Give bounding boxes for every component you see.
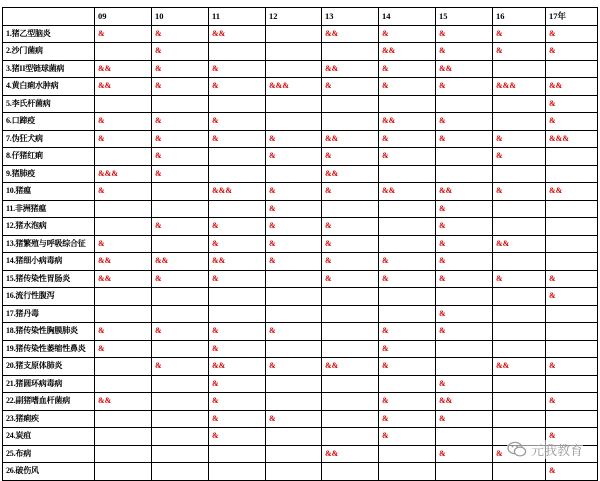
incidence-mark-cell: & [209,428,266,446]
incidence-mark-cell: && [379,183,436,201]
incidence-mark-cell: && [546,183,598,201]
incidence-mark-cell [322,375,379,393]
disease-name-cell: 14.猪细小病毒病 [3,253,95,271]
incidence-mark-cell: & [152,323,209,341]
incidence-mark-cell: && [95,393,152,411]
incidence-mark-cell [209,148,266,166]
incidence-mark-cell: & [493,148,546,166]
incidence-mark-cell: && [436,183,493,201]
incidence-mark-cell [95,463,152,481]
incidence-mark-cell [493,305,546,323]
table-row [3,323,598,341]
incidence-mark-cell: & [436,78,493,96]
incidence-mark-cell [322,410,379,428]
incidence-mark-cell: & [95,25,152,43]
incidence-mark-cell: & [322,78,379,96]
incidence-mark-cell [266,60,322,78]
disease-name-cell: 13.猪繁殖与呼吸综合征 [3,235,95,253]
year-header-cell: 11 [209,8,266,26]
incidence-mark-cell [209,95,266,113]
incidence-mark-cell [152,410,209,428]
incidence-mark-cell [152,463,209,481]
incidence-mark-cell [322,323,379,341]
incidence-mark-cell: & [436,445,493,463]
incidence-mark-cell [379,305,436,323]
disease-name-cell: 2.沙门菌病 [3,43,95,61]
incidence-mark-cell [436,340,493,358]
disease-name-cell: 7.伪狂犬病 [3,130,95,148]
incidence-mark-cell: & [322,253,379,271]
incidence-mark-cell: && [322,358,379,376]
incidence-mark-cell [436,463,493,481]
incidence-mark-cell: & [322,183,379,201]
incidence-mark-cell: & [266,183,322,201]
incidence-mark-cell: & [209,340,266,358]
incidence-mark-cell [546,235,598,253]
incidence-mark-cell [379,200,436,218]
table-row [3,375,598,393]
incidence-mark-cell: & [322,235,379,253]
disease-name-cell: 21.猪圆环病毒病 [3,375,95,393]
disease-name-cell: 10.猪瘟 [3,183,95,201]
incidence-mark-cell [95,445,152,463]
incidence-mark-cell: & [266,200,322,218]
table-row [3,393,598,411]
disease-name-cell: 5.李氏杆菌病 [3,95,95,113]
disease-year-table [2,7,598,481]
year-header-cell: 12 [266,8,322,26]
incidence-mark-cell: & [546,113,598,131]
incidence-mark-cell [546,165,598,183]
incidence-mark-cell: & [436,113,493,131]
incidence-mark-cell: & [436,235,493,253]
incidence-mark-cell [436,288,493,306]
incidence-mark-cell [152,183,209,201]
incidence-mark-cell [152,445,209,463]
incidence-mark-cell [546,305,598,323]
incidence-mark-cell [266,445,322,463]
wechat-icon [507,441,527,458]
watermark [507,440,583,459]
incidence-mark-cell: &&& [209,183,266,201]
incidence-mark-cell [95,43,152,61]
incidence-mark-cell [493,218,546,236]
incidence-mark-cell: & [379,130,436,148]
incidence-mark-cell [266,305,322,323]
incidence-mark-cell: && [95,60,152,78]
incidence-mark-cell: && [493,235,546,253]
incidence-mark-cell [379,165,436,183]
incidence-mark-cell [322,43,379,61]
disease-name-cell: 25.布病 [3,445,95,463]
incidence-mark-cell [95,305,152,323]
disease-name-cell: 3.猪II型链球菌病 [3,60,95,78]
incidence-mark-cell: & [95,130,152,148]
incidence-mark-cell [152,95,209,113]
incidence-mark-cell [436,358,493,376]
incidence-mark-cell [322,340,379,358]
incidence-mark-cell: && [95,253,152,271]
incidence-mark-cell: & [379,253,436,271]
incidence-mark-cell: & [266,148,322,166]
incidence-mark-cell [493,95,546,113]
year-header-cell: 09 [95,8,152,26]
incidence-mark-cell: & [546,358,598,376]
incidence-mark-cell [266,393,322,411]
incidence-mark-cell [266,43,322,61]
incidence-mark-cell [546,253,598,271]
incidence-mark-cell: & [546,393,598,411]
disease-name-cell: 8.仔猪红痢 [3,148,95,166]
incidence-mark-cell [379,288,436,306]
incidence-mark-cell: & [546,25,598,43]
incidence-mark-cell: & [436,25,493,43]
disease-name-cell: 17.猪丹毒 [3,305,95,323]
disease-name-cell: 26.破伤风 [3,463,95,481]
incidence-mark-cell [152,305,209,323]
incidence-mark-cell [546,218,598,236]
incidence-mark-cell [493,200,546,218]
incidence-mark-cell: & [266,253,322,271]
incidence-mark-cell [546,200,598,218]
table-row [3,183,598,201]
incidence-mark-cell: && [322,445,379,463]
incidence-mark-cell [152,200,209,218]
incidence-mark-cell [546,410,598,428]
incidence-mark-cell: & [546,43,598,61]
incidence-mark-cell: & [436,130,493,148]
incidence-mark-cell [436,428,493,446]
table-row [3,410,598,428]
incidence-mark-cell [493,113,546,131]
incidence-mark-cell [322,200,379,218]
incidence-mark-cell [266,288,322,306]
disease-name-cell: 19.猪传染性萎缩性鼻炎 [3,340,95,358]
disease-name-cell: 24.炭疽 [3,428,95,446]
incidence-mark-cell: && [322,130,379,148]
incidence-mark-cell: & [95,113,152,131]
table-row [3,95,598,113]
incidence-mark-cell: & [152,148,209,166]
incidence-mark-cell: & [436,218,493,236]
incidence-mark-cell: & [436,200,493,218]
incidence-mark-cell [546,375,598,393]
incidence-mark-cell [379,445,436,463]
year-header-cell: 10 [152,8,209,26]
incidence-mark-cell: & [379,148,436,166]
incidence-mark-cell [95,375,152,393]
incidence-mark-cell [436,148,493,166]
incidence-mark-cell: && [322,60,379,78]
incidence-mark-cell [266,95,322,113]
table-row [3,358,598,376]
incidence-mark-cell: & [152,43,209,61]
disease-name-cell: 9.猪肺疫 [3,165,95,183]
incidence-mark-cell: & [436,270,493,288]
year-header-cell: 17年 [546,8,598,26]
incidence-mark-cell: & [152,218,209,236]
incidence-mark-cell [95,200,152,218]
incidence-mark-cell [266,25,322,43]
disease-name-cell: 1.猪乙型脑炎 [3,25,95,43]
incidence-mark-cell: & [322,270,379,288]
incidence-mark-cell [322,305,379,323]
incidence-mark-cell: && [209,358,266,376]
incidence-mark-cell [546,60,598,78]
incidence-mark-cell: & [546,288,598,306]
disease-name-cell: 20.猪支原体肺炎 [3,358,95,376]
incidence-mark-cell: & [436,375,493,393]
incidence-mark-cell [152,428,209,446]
incidence-mark-cell [209,463,266,481]
incidence-mark-cell: & [493,183,546,201]
incidence-mark-cell [322,463,379,481]
incidence-mark-cell [493,340,546,358]
incidence-mark-cell: & [546,463,598,481]
incidence-mark-cell: & [209,78,266,96]
incidence-mark-cell [493,253,546,271]
table-row [3,200,598,218]
incidence-mark-cell [152,288,209,306]
year-header-cell: 15 [436,8,493,26]
incidence-mark-cell: && [95,78,152,96]
incidence-mark-cell: & [152,78,209,96]
incidence-mark-cell [493,165,546,183]
incidence-mark-cell: &&& [266,78,322,96]
incidence-mark-cell: & [266,218,322,236]
table-row [3,288,598,306]
disease-name-cell: 6.口蹄疫 [3,113,95,131]
disease-name-cell: 16.流行性腹泻 [3,288,95,306]
table-row [3,78,598,96]
incidence-mark-cell: & [493,130,546,148]
table-row [3,165,598,183]
incidence-mark-cell [493,288,546,306]
incidence-mark-cell [95,428,152,446]
header-row [3,8,598,26]
disease-name-cell: 12.猪水泡病 [3,218,95,236]
incidence-mark-cell [322,113,379,131]
incidence-mark-cell: & [95,323,152,341]
incidence-mark-cell: & [152,358,209,376]
table-row [3,305,598,323]
disease-name-cell: 11.非洲猪瘟 [3,200,95,218]
incidence-mark-cell: & [209,270,266,288]
incidence-mark-cell: & [209,130,266,148]
incidence-mark-cell: & [436,410,493,428]
incidence-mark-cell: & [493,25,546,43]
incidence-mark-cell [209,305,266,323]
incidence-mark-cell: & [209,218,266,236]
incidence-mark-cell [95,410,152,428]
incidence-mark-cell [152,393,209,411]
incidence-mark-cell: & [209,60,266,78]
table-row [3,130,598,148]
year-header-cell: 16 [493,8,546,26]
table-row [3,43,598,61]
incidence-mark-cell: && [95,270,152,288]
incidence-mark-cell: & [379,358,436,376]
incidence-mark-cell [493,60,546,78]
incidence-mark-cell [493,410,546,428]
incidence-mark-cell: & [379,25,436,43]
incidence-mark-cell: & [493,270,546,288]
incidence-mark-cell: & [209,113,266,131]
incidence-mark-cell: & [436,253,493,271]
incidence-mark-cell: & [209,393,266,411]
incidence-mark-cell: & [546,95,598,113]
incidence-mark-cell [493,375,546,393]
incidence-mark-cell [546,148,598,166]
table-row [3,25,598,43]
table-row [3,253,598,271]
incidence-mark-cell: & [379,60,436,78]
incidence-mark-cell: && [152,253,209,271]
incidence-mark-cell: & [379,323,436,341]
incidence-mark-cell: & [379,78,436,96]
disease-name-cell: 15.猪传染性胃肠炎 [3,270,95,288]
incidence-mark-cell: & [209,323,266,341]
table-row [3,235,598,253]
incidence-mark-cell [493,323,546,341]
incidence-mark-cell [209,445,266,463]
incidence-mark-cell [95,288,152,306]
incidence-mark-cell: && [436,60,493,78]
incidence-mark-cell: & [152,113,209,131]
incidence-mark-cell: && [493,358,546,376]
incidence-mark-cell: && [436,393,493,411]
table-row [3,218,598,236]
incidence-mark-cell: & [152,165,209,183]
incidence-mark-cell: & [436,305,493,323]
incidence-mark-cell [379,95,436,113]
incidence-mark-cell [379,235,436,253]
incidence-mark-cell: & [266,235,322,253]
incidence-mark-cell: & [95,183,152,201]
incidence-mark-cell [266,113,322,131]
incidence-mark-cell: & [322,218,379,236]
incidence-mark-cell [436,95,493,113]
table-row [3,148,598,166]
incidence-mark-cell: & [152,270,209,288]
watermark-text: 元我教育 [531,444,584,459]
incidence-mark-cell [209,165,266,183]
incidence-mark-cell [266,463,322,481]
incidence-mark-cell [209,200,266,218]
incidence-mark-cell [322,428,379,446]
incidence-mark-cell: & [95,235,152,253]
incidence-mark-cell: & [266,410,322,428]
incidence-mark-cell: & [436,323,493,341]
incidence-mark-cell: && [209,25,266,43]
incidence-mark-cell: && [209,253,266,271]
incidence-mark-cell: & [546,270,598,288]
incidence-mark-cell [152,375,209,393]
table-row [3,340,598,358]
incidence-mark-cell [266,375,322,393]
incidence-mark-cell: & [266,358,322,376]
disease-name-cell: 18.猪传染性胸膜肺炎 [3,323,95,341]
incidence-mark-cell: & [379,410,436,428]
incidence-mark-cell [209,288,266,306]
disease-name-cell: 4.黄白痢水肿病 [3,78,95,96]
year-header-cell: 13 [322,8,379,26]
incidence-mark-cell: && [379,113,436,131]
incidence-mark-cell [266,165,322,183]
incidence-mark-cell: & [266,130,322,148]
disease-name-cell: 22.副猪嗜血杆菌病 [3,393,95,411]
incidence-mark-cell [95,218,152,236]
incidence-mark-cell: && [546,78,598,96]
incidence-mark-cell: & [152,130,209,148]
table-row [3,60,598,78]
disease-name-cell: 23.猪痢疾 [3,410,95,428]
incidence-mark-cell [379,218,436,236]
incidence-mark-cell: & [209,410,266,428]
incidence-mark-cell [379,463,436,481]
incidence-mark-cell: & [152,25,209,43]
incidence-mark-cell: &&& [95,165,152,183]
incidence-mark-cell: & [266,323,322,341]
incidence-mark-cell: & [379,428,436,446]
incidence-mark-cell [379,375,436,393]
year-header-cell: 14 [379,8,436,26]
incidence-mark-cell: & [152,60,209,78]
incidence-mark-cell [266,340,322,358]
incidence-mark-cell [322,393,379,411]
incidence-mark-cell: & [436,43,493,61]
table-row [3,270,598,288]
incidence-mark-cell [322,288,379,306]
incidence-mark-cell: &&& [546,130,598,148]
incidence-mark-cell [95,95,152,113]
incidence-mark-cell: & [546,428,598,446]
incidence-mark-cell [152,235,209,253]
incidence-mark-cell: & [379,270,436,288]
incidence-mark-cell: & [493,43,546,61]
incidence-mark-cell [322,95,379,113]
incidence-mark-cell: & [209,375,266,393]
incidence-mark-cell [266,270,322,288]
incidence-mark-cell [493,393,546,411]
incidence-mark-cell: && [322,25,379,43]
incidence-mark-cell [152,340,209,358]
incidence-mark-cell [266,428,322,446]
incidence-mark-cell: & [322,148,379,166]
incidence-mark-cell: && [322,165,379,183]
incidence-mark-cell: & [209,235,266,253]
incidence-mark-cell: && [379,43,436,61]
incidence-mark-cell [493,463,546,481]
table-row [3,463,598,481]
incidence-mark-cell: & [493,445,546,463]
incidence-mark-cell [546,340,598,358]
incidence-mark-cell: & [379,393,436,411]
incidence-mark-cell [436,165,493,183]
incidence-mark-cell [95,358,152,376]
incidence-mark-cell: & [379,340,436,358]
incidence-mark-cell: & [95,340,152,358]
incidence-mark-cell [546,323,598,341]
incidence-mark-cell [209,43,266,61]
header-corner-cell [3,8,95,26]
table-row [3,113,598,131]
incidence-mark-cell: &&& [493,78,546,96]
incidence-mark-cell [95,148,152,166]
